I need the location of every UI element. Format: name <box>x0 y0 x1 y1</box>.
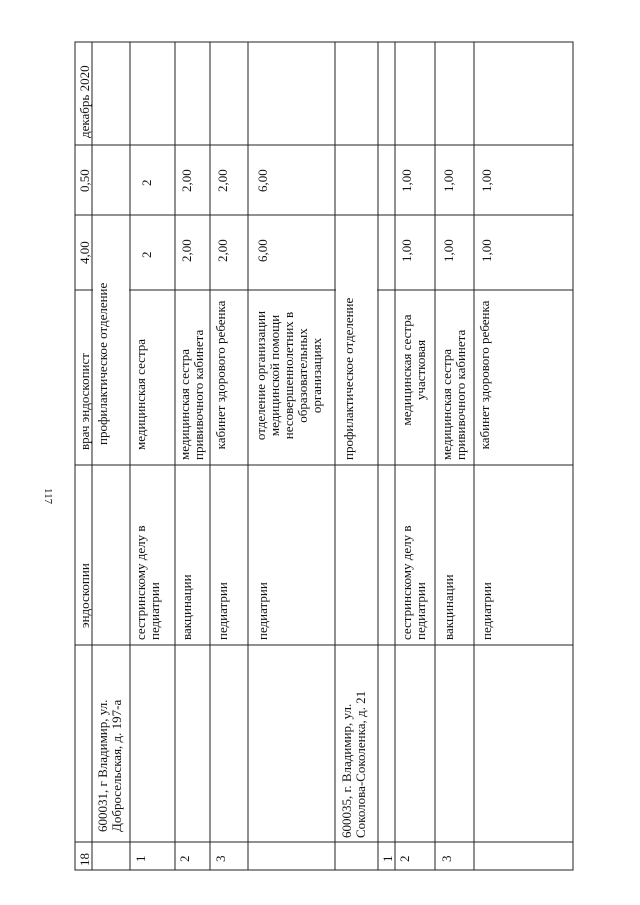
header-unit: эндоскопии <box>77 563 92 628</box>
b2-row3-rate-total: 1,00 <box>441 239 456 262</box>
block1-section: профилактическое отделение <box>95 282 110 445</box>
b2-row3-unit: вакцинации <box>441 574 456 640</box>
b1-row3-unit: педиатрии <box>215 582 230 640</box>
b2-row3-rate-occupied: 1,00 <box>441 169 456 192</box>
b1-row2-unit: вакцинации <box>179 574 194 640</box>
b2-row4-rate-occupied: 1,00 <box>479 169 494 192</box>
b2-row4-position: кабинет здорового ребенка <box>477 300 492 450</box>
b1-row1-position: медицинская сестра <box>133 338 148 450</box>
block2-section: профилактическое отделение <box>341 297 356 460</box>
b2-row1-num: 1 <box>380 855 395 862</box>
b1-row3-rate-total: 2,00 <box>215 239 230 262</box>
b2-row2-rate-occupied: 1,00 <box>399 169 414 192</box>
b1-row3-rate-occupied: 2,00 <box>215 169 230 192</box>
b2-row4-unit: педиатрии <box>479 582 494 640</box>
b1-row1-rate-occupied: 2 <box>139 179 154 186</box>
b1-row1-rate-total: 2 <box>139 251 154 258</box>
header-date: декабрь 2020 <box>77 65 92 138</box>
b2-row2-rate-total: 1,00 <box>399 239 414 262</box>
b1-row4-rate-occupied: 6,00 <box>255 169 270 192</box>
header-num: 18 <box>77 853 92 866</box>
b1-row1-num: 1 <box>133 855 148 862</box>
page-number: 117 <box>42 488 54 505</box>
b2-row2-unit: сестринскому делу в педиатрии <box>399 525 428 640</box>
b1-row2-position: медицинская сестра прививочного кабинета <box>177 329 206 460</box>
header-rate-occupied: 0,50 <box>77 169 92 192</box>
header-rate-total: 4,00 <box>77 241 92 264</box>
b1-row2-rate-occupied: 2,00 <box>179 169 194 192</box>
b2-row4-rate-total: 1,00 <box>479 239 494 262</box>
b2-row3-num: 3 <box>439 855 454 862</box>
b1-row4-unit: педиатрии <box>255 582 270 640</box>
header-position: врач эндоскопист <box>77 353 92 450</box>
b2-row2-position: медицинская сестра участковая <box>399 314 428 426</box>
b1-row3-num: 3 <box>213 855 228 862</box>
b1-row1-unit: сестринскому делу в педиатрии <box>133 525 162 640</box>
b1-row3-position: кабинет здорового ребенка <box>213 300 228 450</box>
b1-row4-position: отделение организации медицинской помощи несовершеннолетних в образовательных организациях <box>253 310 324 441</box>
block2-address: 600035, г. Владимир, ул. Соколова-Соколенка, д. 21 <box>339 690 368 838</box>
b2-row3-position: медицинская сестра прививочного кабинета <box>439 329 468 460</box>
b1-row4-rate-total: 6,00 <box>255 239 270 262</box>
b2-row2-num: 2 <box>397 855 412 862</box>
b1-row2-rate-total: 2,00 <box>179 239 194 262</box>
block1-address: 600031, г Владимир, ул. Добросельская, д. 197-а <box>95 699 124 832</box>
b1-row2-num: 2 <box>177 855 192 862</box>
